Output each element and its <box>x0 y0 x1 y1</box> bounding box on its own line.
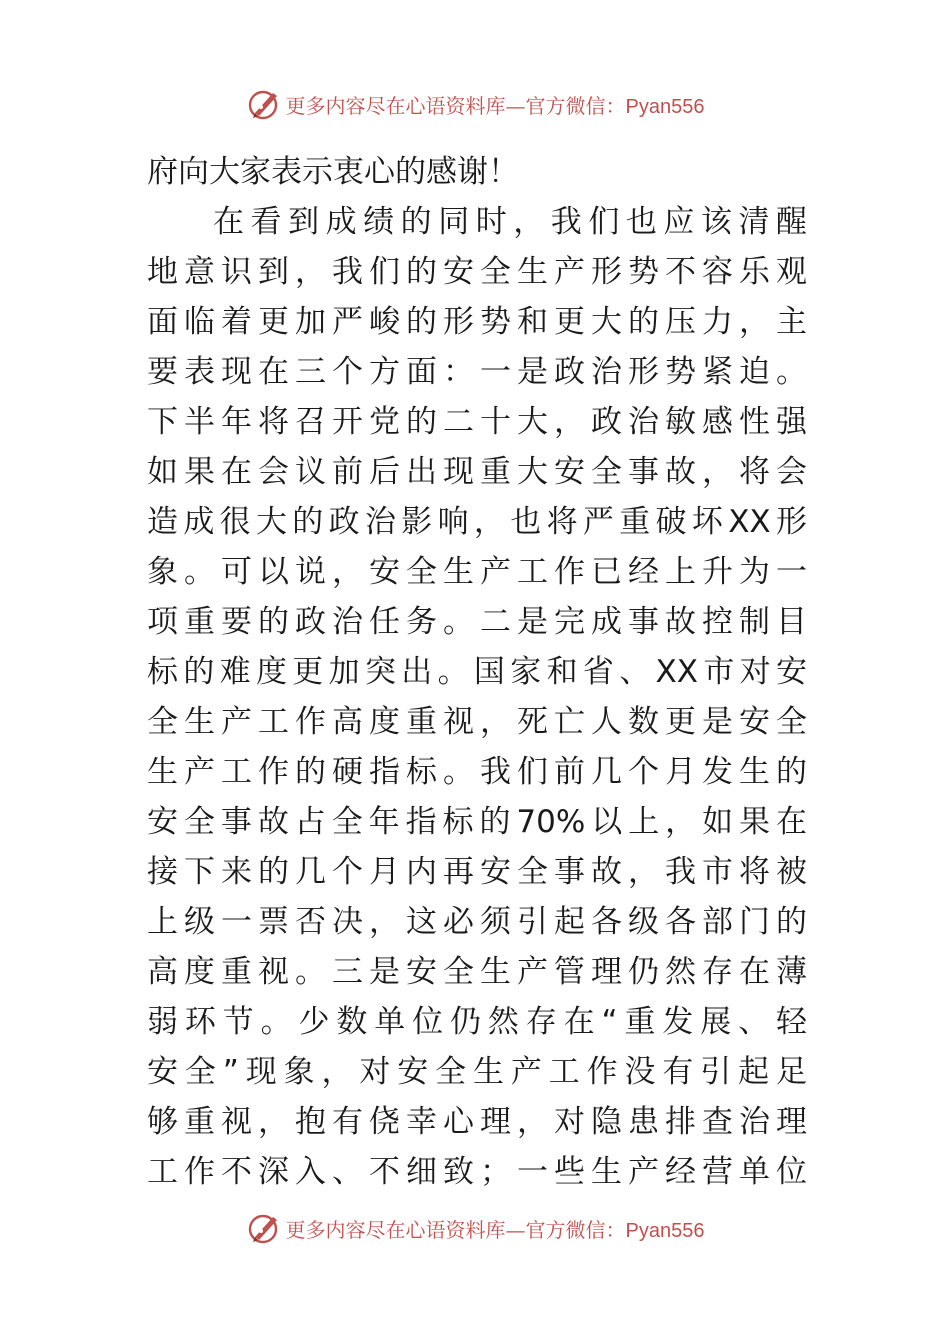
body-line: 项重要的政治任务。二是完成事故控制目 <box>147 604 807 640</box>
footer-wechat-id: Pyan556 <box>625 1219 705 1242</box>
header-banner-label: 更多内容尽在心语资料库—官方微信： <box>285 93 626 118</box>
header-banner <box>0 84 950 124</box>
header-wechat-id: Pyan556 <box>625 95 705 118</box>
body-line: 全生产工作高度重视，死亡人数更是安全 <box>147 704 807 740</box>
pen-logo-icon <box>246 1210 282 1246</box>
body-line: 在看到成绩的同时，我们也应该清醒 <box>213 204 807 240</box>
footer-banner-label: 更多内容尽在心语资料库—官方微信： <box>285 1217 626 1242</box>
body-line: 上级一票否决，这必须引起各级各部门的 <box>147 904 807 940</box>
pen-logo-icon <box>246 86 282 122</box>
body-line: 高度重视。三是安全生产管理仍然存在薄 <box>147 954 807 990</box>
body-line: 弱环节。少数单位仍然存在“重发展、轻 <box>147 1004 807 1040</box>
document-body <box>147 147 807 1197</box>
body-line: 要表现在三个方面：一是政治形势紧迫。 <box>147 354 807 390</box>
body-line: 安全事故占全年指标的70%以上，如果在 <box>147 804 807 840</box>
body-line: 标的难度更加突出。国家和省、XX市对安 <box>147 654 807 690</box>
body-line: 够重视，抱有侥幸心理，对隐患排查治理 <box>147 1104 807 1140</box>
body-line: 工作不深入、不细致；一些生产经营单位 <box>147 1154 807 1190</box>
header-banner-text <box>286 90 705 119</box>
body-line: 象。可以说，安全生产工作已经上升为一 <box>147 554 807 590</box>
footer-banner <box>0 1208 950 1248</box>
body-line: 如果在会议前后出现重大安全事故，将会 <box>147 454 807 490</box>
body-line: 地意识到，我们的安全生产形势不容乐观 <box>147 254 807 290</box>
body-line: 府向大家表示衷心的感谢！ <box>147 154 519 190</box>
body-line: 面临着更加严峻的形势和更大的压力，主 <box>147 304 807 340</box>
body-line: 安全”现象，对安全生产工作没有引起足 <box>147 1054 807 1090</box>
footer-banner-text <box>286 1214 705 1243</box>
body-line: 造成很大的政治影响，也将严重破坏XX形 <box>147 504 807 540</box>
body-line: 生产工作的硬指标。我们前几个月发生的 <box>147 754 807 790</box>
body-line: 下半年将召开党的二十大，政治敏感性强 <box>147 404 807 440</box>
body-line: 接下来的几个月内再安全事故，我市将被 <box>147 854 807 890</box>
